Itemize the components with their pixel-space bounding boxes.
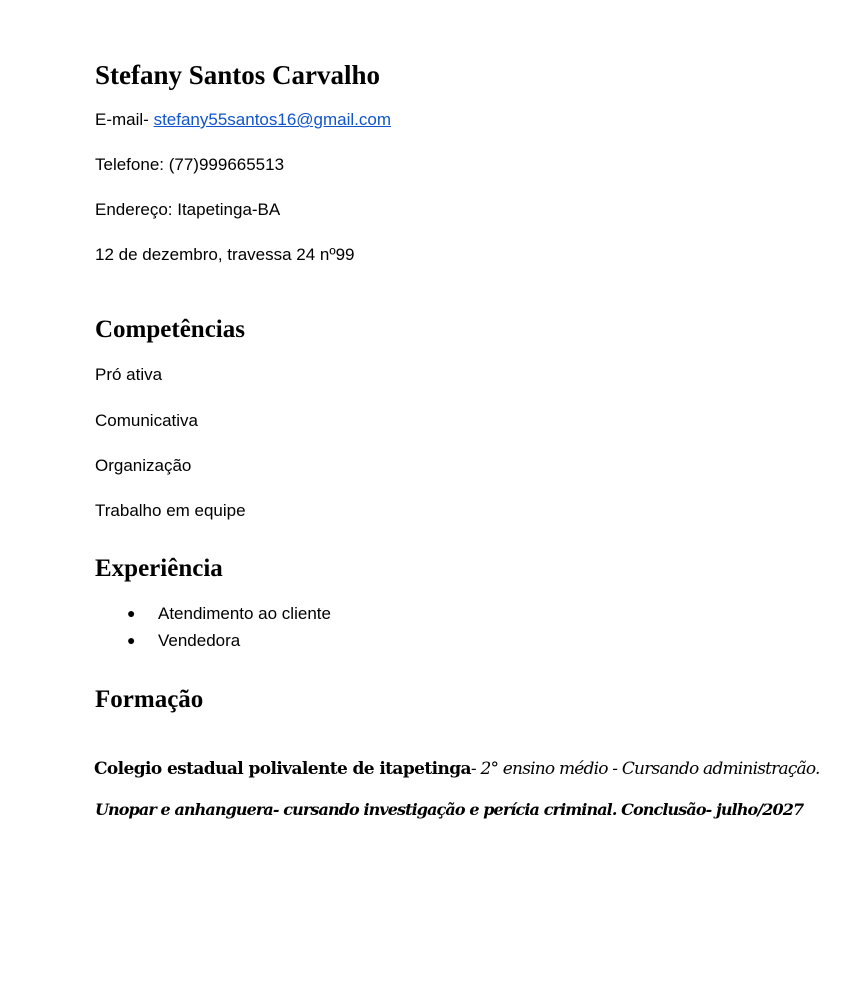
address: Endereço: Itapetinga-BA bbox=[95, 200, 281, 219]
experience-heading: Experiência bbox=[95, 555, 223, 582]
email-link[interactable]: stefany55santos16@gmail.com bbox=[153, 110, 391, 129]
skill-item: Organização bbox=[95, 456, 192, 475]
school-name: Colegio estadual polivalente de itapetinga bbox=[94, 759, 471, 779]
skill-item: Comunicativa bbox=[95, 411, 198, 430]
street: 12 de dezembro, travessa 24 nº99 bbox=[95, 245, 355, 264]
college-line: Unopar e anhanguera- cursando investigação e perícia criminal. Conclusão- julho/2027 bbox=[95, 800, 804, 819]
school-line bbox=[94, 759, 820, 779]
experience-item: Vendedora bbox=[158, 631, 241, 650]
experience-item: Atendimento ao cliente bbox=[158, 604, 331, 623]
bullet-icon: ● bbox=[127, 632, 136, 648]
email-label: E-mail- bbox=[95, 110, 154, 129]
bullet-icon: ● bbox=[127, 605, 136, 621]
skill-item: Trabalho em equipe bbox=[95, 501, 246, 520]
resume-name: Stefany Santos Carvalho bbox=[95, 60, 381, 90]
skills-heading: Competências bbox=[95, 316, 245, 343]
email-line bbox=[95, 110, 391, 130]
education-heading: Formação bbox=[95, 686, 204, 713]
school-details: - 2° ensino médio - Cursando administração. bbox=[470, 759, 820, 779]
skill-item: Pró ativa bbox=[95, 365, 163, 384]
phone: Telefone: (77)999665513 bbox=[95, 155, 285, 174]
